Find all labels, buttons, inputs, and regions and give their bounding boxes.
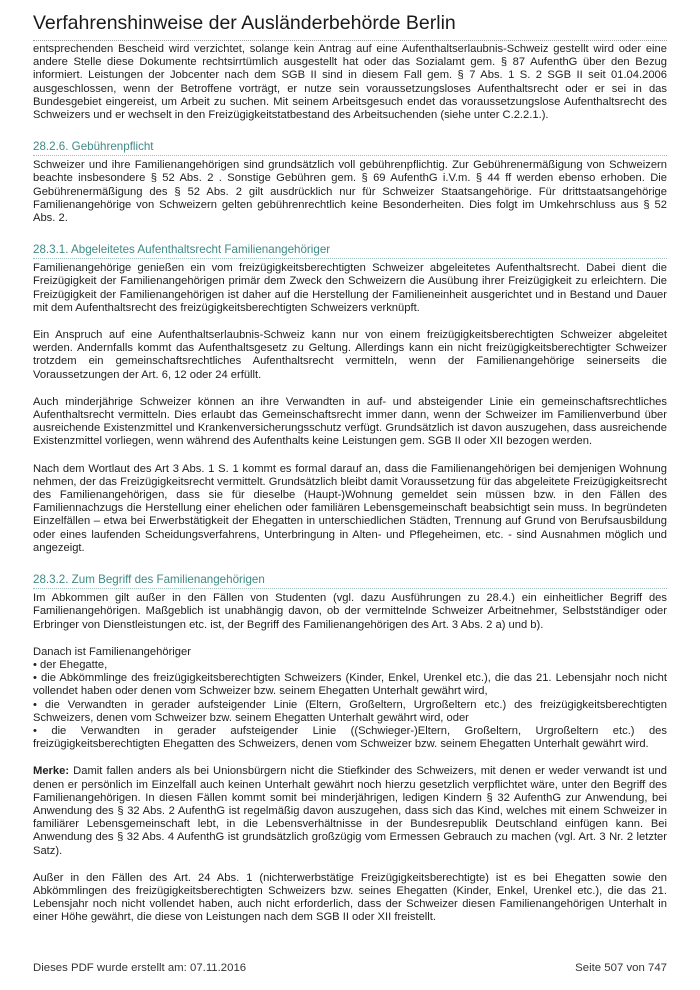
page-header (33, 11, 667, 41)
creation-date: Dieses PDF wurde erstellt am: 07.11.2016 (33, 962, 247, 974)
section-heading: 28.2.6. Gebührenpflicht (33, 139, 667, 156)
paragraph: Nach dem Wortlaut des Art 3 Abs. 1 S. 1 kommt es formal darauf an, dass die Familienangehörigen bei demjenigen Wohnung nehmen, der das Freizügigkeitsrecht vermittelt. Grundsätzlich bleibt damit Voraussetzung für das abgeleitete Freizügigkeitsrecht des Familienangehörigen, dass sie für dieselbe (Haupt-)Wohnung gemeldet sein müssen bzw. in den Fällen des Familiennachzugs die Herstellung einer ehelichen oder familiären Lebensgemeinschaft beabsichtigt sein muss. In begründeten Einzelfällen – etwa bei Erwerbstätigkeit der Ehegatten in unterschiedlichen Städten, Trennung auf Grund von Berufsausbildung oder eines laufenden Scheidungsverfahrens, Unterbringung in Alten- und Pflegeheimen, etc. - sind Ausnahmen möglich und angezeigt. (33, 462, 667, 554)
section-gebuehrenpflicht (33, 139, 667, 225)
merke-text: Damit fallen anders als bei Unionsbürgern nicht die Stiefkinder des Schweizers, mit denen er weder verwandt ist und denen er persönlich im Einzelfall auch keinen Unterhalt gewährt noch hierzu gesetzlich verpflichtet wäre, unter den Begriff des Familienangehörigen. In diesen Fällen kommt somit bei minderjährigen, ledigen Kindern § 32 AufenthG zur Anwendung, bei Anwendung des § 32 Abs. 2 AufenthG ist regelmäßig davon auszugehen, dass sich das Kind, welches mit einem Schweizer in familiärer Lebensgemeinschaft lebt, in die Lebensverhältnisse in der Bundesrepublik Deutschland einfügen kann. Bei Anwendung des § 32 Abs. 4 AufenthG ist grundsätzlich großzügig vom Ermessen Gebrauch zu machen (vgl. Art. 3 Nr. 2 letzter Satz). (33, 765, 667, 857)
section-abgeleitetes-aufenthaltsrecht (33, 242, 667, 555)
section-begriff-familienangehoeriger (33, 572, 667, 924)
paragraph: Außer in den Fällen des Art. 24 Abs. 1 (nichterwerbstätige Freizügigkeitsberechtigte) ist es bei Ehegatten sowie den Abkömmlingen des freizügigkeitsberechtigten Schweizers bzw. seines Ehegatten (Kinder, Enkel, Urenkel etc.), die das 21. Lebensjahr noch nicht vollendet haben, auch nicht erforderlich, dass der Schweizer diesen Familienangehörigen Unterhalt in einer Höhe gewährt, die diese von Leistungen nach dem SGB II oder XII freistellt. (33, 871, 667, 924)
paragraph: Ein Anspruch auf eine Aufenthaltserlaubnis-Schweiz kann nur von einem freizügigkeitsberechtigten Schweizer abgeleitet werden. Andernfalls kommt das Aufenthaltsgesetz zu Geltung. Allerdings kann ein nicht freizügigkeitsberechtigter Schweizer trotzdem ein gemeinschaftsrechtliches Aufenthaltsrecht vermitteln, wenn der Familienangehörige seinerseits die Voraussetzungen der Art. 6, 12 oder 24 erfüllt. (33, 329, 667, 381)
document-body (33, 43, 667, 942)
list-intro: Danach ist Familienangehöriger (33, 645, 191, 658)
merke-label: Merke: (33, 765, 70, 778)
paragraph: Schweizer und ihre Familienangehörigen sind grundsätzlich voll gebührenpflichtig. Zur Gebührenermäßigung von Schweizern beachte insbesondere § 52 Abs. 2 . Sonstige Gebühren gem. § 69 AufenthG i.V.m. § 44 ff werden ebenso erhoben. Die Gebührenermäßigung des § 52 Abs. 2 gilt ausdrücklich nur für Schweizer Staatsangehörige. Für drittstaatsangehörige Familienangehörige von Schweizern gelten gebührenrechtlich keine Besonderheiten. Dies folgt im Umkehrschluss aus § 52 Abs. 2. (33, 159, 667, 225)
list-item: • der Ehegatte, (33, 658, 108, 671)
section-heading: 28.3.2. Zum Begriff des Familienangehörigen (33, 572, 667, 589)
paragraph: Im Abkommen gilt außer in den Fällen von Studenten (vgl. dazu Ausführungen zu 28.4.) ein einheitlicher Begriff des Familienangehörigen. Maßgeblich ist unabhängig davon, ob der vermittelnde Schweizer Arbeitnehmer, Selbstständiger oder Erbringer von Dienstleistungen etc. ist, der Begriff des Familienangehörigen des Art. 3 Abs. 2 a) und b). (33, 592, 667, 631)
section-heading: 28.3.1. Abgeleitetes Aufenthaltsrecht Familienangehöriger (33, 242, 667, 259)
page-title: Verfahrenshinweise der Ausländerbehörde Berlin (33, 12, 456, 34)
paragraph: Familienangehörige genießen ein vom freizügigkeitsberechtigten Schweizer abgeleitetes Aufenthaltsrecht. Dabei dient die Freizügigkeit der Familienangehörigen primär dem Zweck den Schweizern die Ausübung ihrer Freizügigkeit zu erleichtern. Die Freizügigkeit der Familienangehörigen ist daher auf die Herstellung der Familieneinheit ausgerichtet und in Bestand und Dauer mit dem Aufenthaltsrecht des freizügigkeitsberechtigten Schweizers verknüpft. (33, 262, 667, 314)
merke-paragraph (33, 765, 667, 857)
list-item: • die Verwandten in gerader aufsteigender Linie (Eltern, Großeltern, Urgroßeltern etc.) des freizügigkeitsberechtigten Schweizers, denen vom Schweizer bzw. seinem Ehegatten Unterhalt gewährt wird, oder (33, 698, 667, 724)
page-number: Seite 507 von 747 (575, 962, 667, 974)
definition-list (33, 646, 667, 752)
paragraph: Auch minderjährige Schweizer können an ihre Verwandten in auf- und absteigender Linie ein gemeinschaftsrechtliches Aufenthaltsrecht vermitteln. Dies erlaubt das Gemeinschaftsrecht immer dann, wenn der Schweizer im Familienverbund über ausreichende Existenzmittel und Krankenversicherungsschutz verfügt. Grundsätzlich ist davon auszugehen, dass ausreichende Existenzmittel vorliegen, wenn während des Aufenthalts keine Leistungen gem. SGB II oder XII bezogen werden. (33, 395, 667, 448)
list-item: • die Abkömmlinge des freizügigkeitsberechtigten Schweizers (Kinder, Enkel, Urenkel etc.), die das 21. Lebensjahr noch nicht vollendet haben oder denen vom Schweizer bzw. seinem Ehegatten Unterhalt gewährt wird, (33, 672, 667, 698)
intro-paragraph: entsprechenden Bescheid wird verzichtet, solange kein Antrag auf eine Aufenthaltserlaubnis-Schweiz gestellt wird oder eine andere Stelle diese Dokumente rechtsirrtümlich ausgestellt hat oder das Sozialamt gem. § 87 AufenthG über den Bezug informiert. Leistungen der Jobcenter nach dem SGB II sind in diesem Fall gem. § 7 Abs. 1 S. 2 SGB II seit 01.04.2006 ausgeschlossen, wenn der Betroffene vorträgt, er nutze sein voraussetzungsloses Aufenthaltsrecht oder er sei in das Bundesgebiet eingereist, um Arbeit zu suchen. Mit seinem Arbeitsgesuch endet das voraussetzungslose Aufenthaltsrecht des Schweizers und er wechselt in den Freizügigkeitstatbestand des Arbeitsuchenden (siehe unter C.2.2.1.). (33, 43, 667, 122)
list-item: • die Verwandten in gerader aufsteigender Linie ((Schwieger-)Eltern, Großeltern, Urgroßeltern etc.) des freizügigkeitsberechtigten Ehegatten des Schweizers, denen vom Schweizer bzw. seinem Ehegatten Unterhalt gewährt wird. (33, 724, 667, 751)
